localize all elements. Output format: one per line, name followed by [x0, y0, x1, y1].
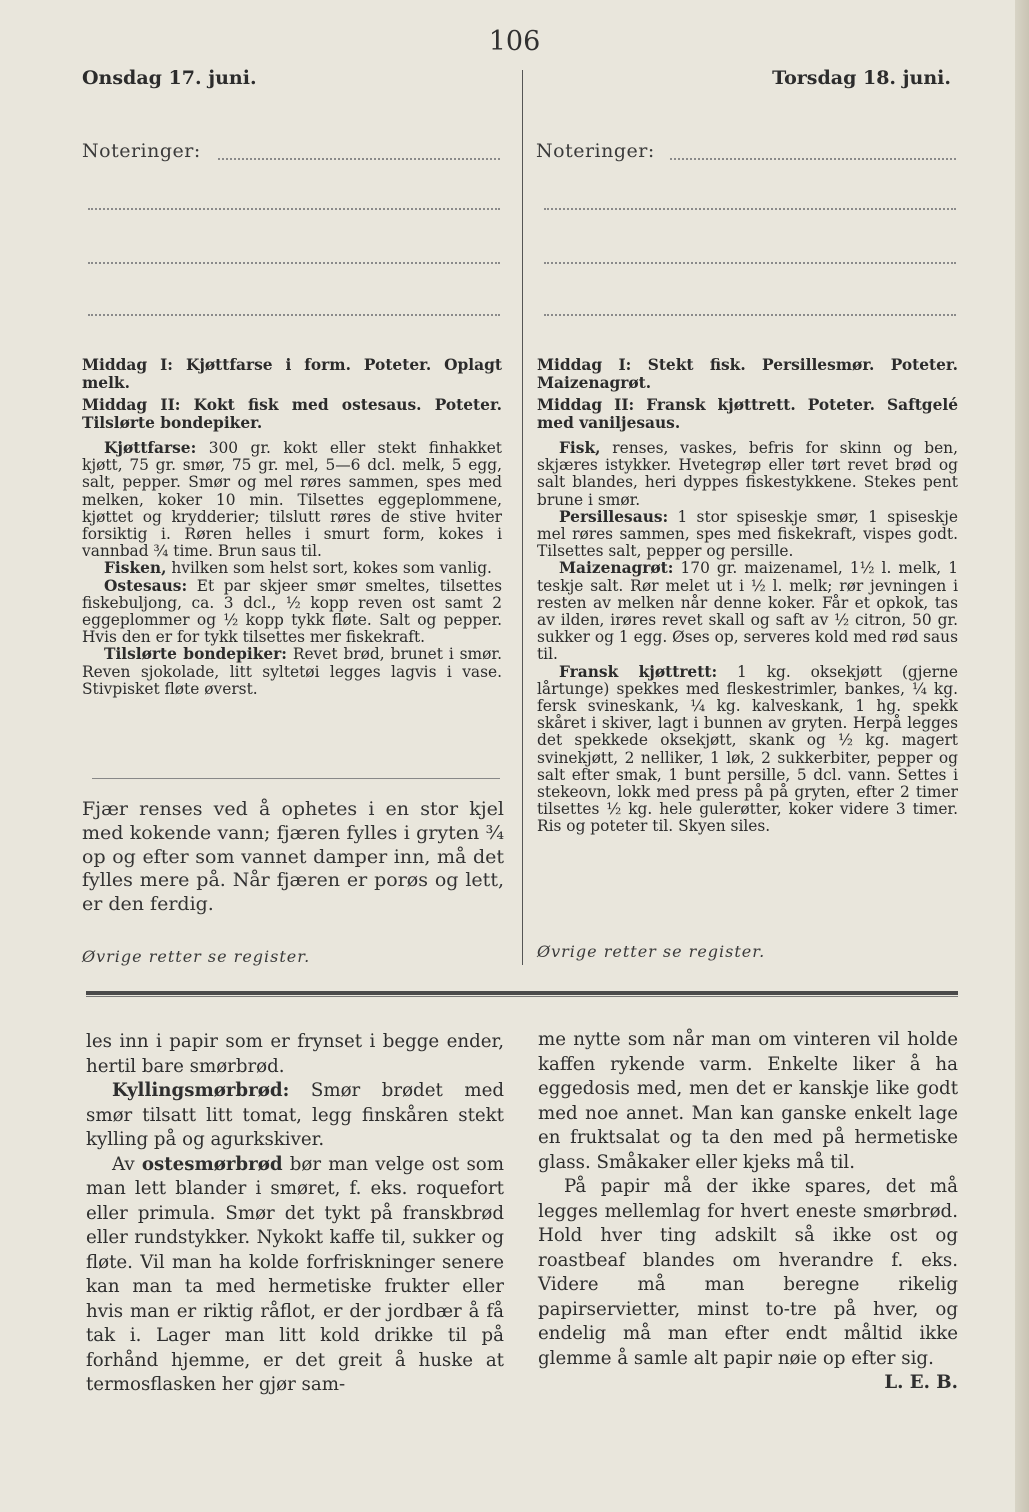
article-text: Av: [112, 1153, 142, 1175]
recipe-title: Tilslørte bondepiker:: [104, 645, 287, 664]
recipe-text: 1 kg. oksekjøtt (gjerne lårtunge) spekkes med fleskestrimler, bankes, ¼ kg. fersk svineskank, ¼ kg. kalveskank, 1 hg. spekk skåret i skiver, lagt i bunnen av gryten. Herpå legges det spekkede oksekjøtt, skank og ½ kg. magert svinekjøtt, 2 nelliker, 1 løk, 2 sukkerbiter, pepper og salt efter smak, 1 bunt persille, 5 dcl. vann. Settes i stekeovn, lokk med press på på gryten, efter 2 timer tilsettes ½ kg. hele gulerøtter, koker videre 3 timer. Ris og poteter til. Skyen siles.: [537, 662, 958, 836]
recipe: [82, 646, 502, 698]
recipe: [537, 509, 958, 561]
see-register-left: Øvrige retter se register.: [82, 947, 311, 966]
menu-2: Middag II: Fransk kjøttrett. Poteter. Saftgelé med vaniljesaus.: [537, 396, 958, 432]
recipe-text: 300 gr. kokt eller stekt finhakket kjøtt, 75 gr. smør, 75 gr. mel, 5—6 dcl. melk, 5 egg, salt, pepper. Smør og mel røres sammen, spes med melken, koker 10 min. Tilsettes eggeplommene, kjøttet og krydderier; tilslutt røres de stive hviter forsiktig i. Røren helles i smurt form, kokes i vannbad ¾ time. Brun saus til.: [82, 439, 502, 561]
recipe: [537, 664, 958, 836]
page-edge: [1015, 0, 1029, 1512]
signature: L. E. B.: [884, 1372, 958, 1393]
article-left-column: [86, 1030, 504, 1398]
menu-1: Middag I: Kjøttfarse i form. Poteter. Oplagt melk.: [82, 356, 502, 392]
notes-line: [544, 208, 956, 210]
article-right-column: [538, 1028, 958, 1396]
recipe-text: Et par skjeer smør smeltes, tilsettes fiskebuljong, ca. 3 dcl., ½ kopp reven ost samt 2 eggeplommer og ½ kopp tykk fløte. Salt og pepper. Hvis den er for tykk tilsettes mer fiskekraft.: [82, 576, 502, 647]
article-paragraph: les inn i papir som er frynset i begge ender, hertil bare smørbrød.: [86, 1031, 504, 1077]
day-header-left: Onsdag 17. juni.: [82, 67, 257, 89]
page-separator-thin: [86, 996, 958, 997]
notes-label-left: Noteringer:: [82, 140, 201, 162]
notes-line: [670, 158, 956, 160]
recipe: [537, 560, 958, 663]
page-number: 106: [488, 26, 541, 57]
recipe-title: Fisken,: [104, 559, 167, 578]
article-text: Smør brødet med smør tilsatt litt tomat, legg finskåren stekt kylling på og agurkskiver.: [86, 1080, 504, 1150]
menu-1: Middag I: Stekt fisk. Persillesmør. Poteter. Maizenagrøt.: [537, 356, 958, 392]
notes-line: [218, 158, 500, 160]
article-paragraph: [86, 1079, 504, 1153]
recipe-text: hvilken som helst sort, kokes som vanlig.: [171, 559, 492, 578]
article-paragraph: me nytte som når man om vinteren vil holde kaffen rykende varm. Enkelte liker å ha eggedosis med, men det er kanskje like godt med noe annet. Man kan ganske enkelt lage en fruktsalat og ta den med på hermetiske glass. Småkaker eller kjeks må til.: [538, 1029, 958, 1173]
right-recipes: [537, 356, 958, 836]
notes-line: [544, 314, 956, 316]
recipe-title: Maizenagrøt:: [559, 559, 674, 578]
fjaer-note: [82, 798, 504, 917]
recipe-title: Persillesaus:: [559, 507, 669, 526]
day-header-right: Torsdag 18. juni.: [772, 67, 951, 89]
notes-line: [88, 262, 500, 264]
section-divider: [92, 778, 500, 779]
recipe-text: renses, vaskes, befris for skinn og ben, skjæres istykker. Hvetegrøp eller tørt revet brød og salt blandes, heri dyppes fiskestykkene. Stekes pent brune i smør.: [537, 439, 958, 509]
recipe-title: Ostesaus:: [104, 576, 188, 595]
recipe-title: Kjøttfarse:: [104, 439, 197, 457]
recipe: [82, 560, 502, 577]
notes-line: [88, 314, 500, 316]
menu-2: Middag II: Kokt fisk med ostesaus. Poteter. Tilslørte bondepiker.: [82, 396, 502, 432]
fjaer-text: Fjær renses ved å ophetes i en stor kjel med kokende vann; fjæren fylles i gryten ¾ op og efter som vannet damper inn, må det fylles mere på. Når fjæren er porøs og lett, er den ferdig.: [82, 798, 504, 916]
recipe: [537, 440, 958, 509]
article-term: ostesmørbrød: [141, 1153, 283, 1175]
article-paragraph: [86, 1153, 504, 1398]
recipe: [82, 440, 502, 560]
article-text: På papir må der ikke spares, det må legges mellemlag for hvert eneste smørbrød. Hold hver ting adskilt så ikke ost og roastbeaf blandes om hverandre f. eks. Videre må man beregne rikelig papirservietter, minst to-tre på hver, og endelig må man efter endt måltid ikke glemme å samle alt papir nøie op efter sig.: [538, 1176, 958, 1369]
recipe-text: 1 stor spiseskje smør, 1 spiseskje mel røres sammen, spes med fiskekraft, vispes godt. Tilsettes salt, pepper og persille.: [537, 507, 958, 561]
column-divider: [522, 70, 523, 965]
article-term: Kyllingsmørbrød:: [112, 1080, 290, 1101]
notes-line: [544, 262, 956, 264]
recipe-text: 170 gr. maizenamel, 1½ l. melk, 1 teskje salt. Rør melet ut i ½ l. melk; rør jevningen i resten av melken når denne koker. Får et opkok, tas av ilden, irøres revet skall og saft av ½ citron, 50 gr. sukker og 1 egg. Øses op, serveres kold med rød saus til.: [537, 559, 958, 664]
notes-line: [88, 208, 500, 210]
recipe-text: Revet brød, brunet i smør. Reven sjokolade, litt syltetøi legges lagvis i vase. Stivpisket fløte øverst.: [82, 645, 502, 698]
recipe-title: Fransk kjøttrett:: [559, 662, 718, 681]
notes-label-right: Noteringer:: [536, 140, 655, 162]
recipe: [82, 578, 502, 647]
left-recipes: [82, 356, 502, 698]
article-text: bør man velge ost som man lett blander i smøret, f. eks. roquefort eller primula. Smør det tykt på franskbrød eller rundstykker. Nykokt kaffe til, sukker og fløte. Vil man ha kolde forfriskninger senere kan man ta med hermetiske frukter eller hvis man er riktig råflot, er der jordbær å få tak i. Lager man litt kold drikke til på forhånd hjemme, er det greit å huske at termosflasken her gjør sam-: [86, 1153, 504, 1395]
see-register-right: Øvrige retter se register.: [537, 942, 766, 961]
page-separator: [86, 991, 958, 995]
recipe-title: Fisk,: [559, 439, 601, 457]
article-paragraph: [538, 1175, 958, 1393]
